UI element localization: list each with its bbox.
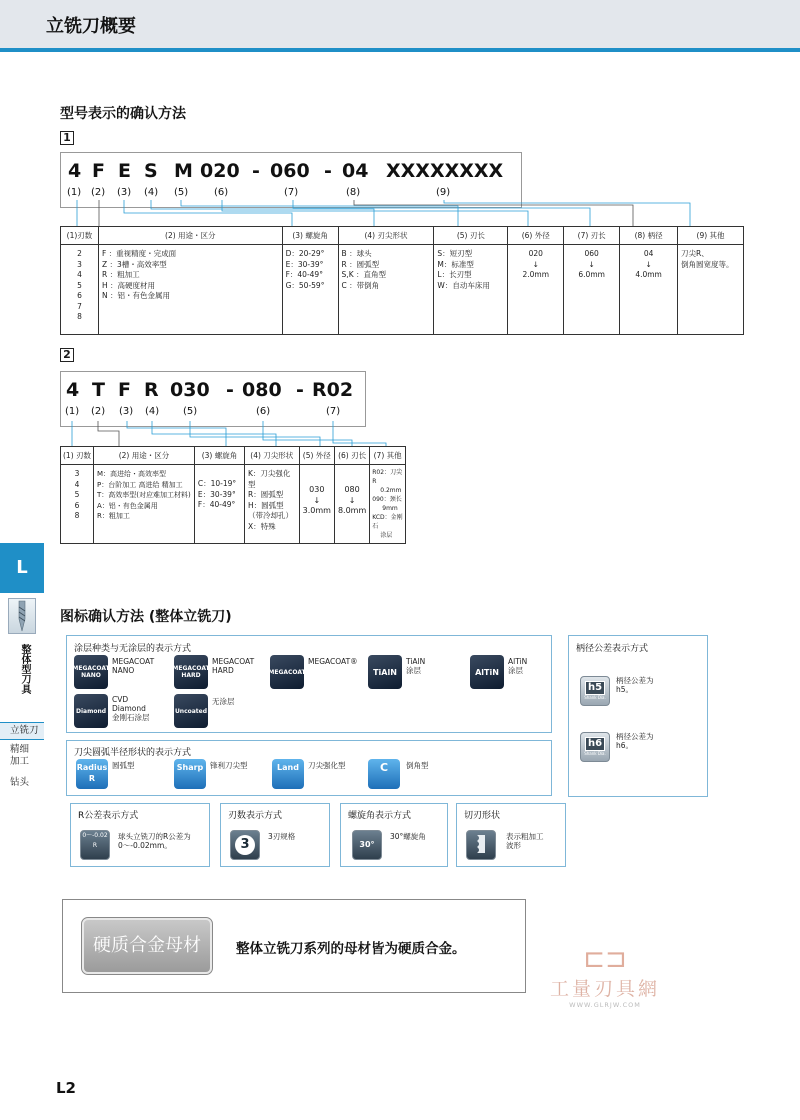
code-index: (1) xyxy=(65,406,80,417)
th: (6) 刃长 xyxy=(334,447,369,465)
side-nav-drill[interactable]: 钻头 xyxy=(10,777,30,788)
th: (1) 刃数 xyxy=(61,447,94,465)
cell-diameter: 030 ↓ 3.0mm xyxy=(299,465,334,544)
code-segment: 030 xyxy=(170,379,210,401)
code-segment: S xyxy=(144,160,158,182)
code-segment: 080 xyxy=(242,379,282,401)
code-index: (1) xyxy=(67,187,82,198)
section-number-2: 2 xyxy=(60,348,74,362)
edge-label: 刀尖强化型 xyxy=(308,761,346,770)
cell-cut-length: 080 ↓ 8.0mm xyxy=(334,465,369,544)
cell-flutes: 2 3 4 5 6 7 8 xyxy=(61,245,99,335)
helix-label: 30°螺旋角 xyxy=(390,832,426,841)
code-index: (7) xyxy=(284,187,299,198)
megacoat-icon: MEGACOAT xyxy=(270,655,304,689)
edge-label: 圆弧型 xyxy=(112,761,135,770)
side-nav-endmill[interactable]: 立铣刀 xyxy=(0,722,44,740)
section-title-model: 型号表示的确认方法 xyxy=(60,106,186,122)
th: (5) 刃长 xyxy=(434,227,508,245)
cell-helix: C：10-19° E：30-39° F：40-49° xyxy=(194,465,244,544)
cell-cut-length: 060 ↓ 6.0mm xyxy=(564,245,620,335)
coating-label: AlTiN 涂层 xyxy=(508,657,528,675)
cutting-edge-label: 表示粗加工 波形 xyxy=(506,832,544,850)
code-segment: - xyxy=(226,379,234,401)
coating-label: MEGACOAT NANO xyxy=(112,657,155,675)
code-index: (5) xyxy=(174,187,189,198)
cutting-edge-title: 切刃形状 xyxy=(464,811,501,821)
code-index: (3) xyxy=(119,406,134,417)
code-segment: 060 xyxy=(270,160,310,182)
cell-tip-shape: B ：球头 R ：圆弧型 S,K ：直角型 C ：带倒角 xyxy=(338,245,434,335)
radius-edge-icon: Radius R xyxy=(76,759,108,789)
code-index: (3) xyxy=(117,187,132,198)
th: (6) 外径 xyxy=(508,227,564,245)
code-segment: 04 xyxy=(342,160,369,182)
carbide-info-text: 整体立铣刀系列的母材皆为硬质合金。 xyxy=(236,941,466,957)
shank-h5-icon: h5 Shank Dia. xyxy=(580,676,610,706)
cell-other: R02：刀尖R 0.2mm 090：颈长 9mm KCD：金刚石 涂层 xyxy=(370,465,406,544)
section-title-icons: 图标确认方法 (整体立铣刀) xyxy=(60,609,232,625)
code-segment: XXXXXXXX xyxy=(386,160,504,182)
code-segment: - xyxy=(324,160,332,182)
code-index: (4) xyxy=(144,187,159,198)
watermark xyxy=(540,944,670,1009)
th: (2) 用途・区分 xyxy=(94,447,195,465)
tialn-icon: TiAlN xyxy=(368,655,402,689)
th: (4) 刃尖形状 xyxy=(338,227,434,245)
coating-label: MEGACOAT HARD xyxy=(212,657,255,675)
cell-length-type: S：短刃型 M：标准型 L：长刃型 W：自动车床用 xyxy=(434,245,508,335)
code-segment: - xyxy=(296,379,304,401)
shank-panel-title: 柄径公差表示方式 xyxy=(576,644,649,654)
code-index: (2) xyxy=(91,187,106,198)
code-index: (6) xyxy=(214,187,229,198)
connector-lines-2 xyxy=(0,0,800,460)
megacoat-nano-icon: MEGACOAT NANO xyxy=(74,655,108,689)
th: (7) 其他 xyxy=(370,447,406,465)
cell-diameter: 020 ↓ 2.0mm xyxy=(508,245,564,335)
code-index: (2) xyxy=(91,406,106,417)
code-segment: 4 xyxy=(68,160,82,182)
shank-panel xyxy=(568,635,708,797)
coating-label: 无涂层 xyxy=(212,697,235,706)
cell-shank: 04 ↓ 4.0mm xyxy=(620,245,678,335)
th: (9) 其他 xyxy=(678,227,744,245)
coating-panel-title: 涂层种类与无涂层的表示方式 xyxy=(74,644,192,654)
edge-label: 倒角型 xyxy=(406,761,429,770)
diamond-icon: Diamond xyxy=(74,694,108,728)
helix-title: 螺旋角表示方式 xyxy=(348,811,412,821)
page-number: L2 xyxy=(56,1079,76,1097)
code-segment: 020 xyxy=(200,160,240,182)
watermark-text: 工量刃具網 xyxy=(549,978,660,1000)
endmill-thumbnail-icon xyxy=(8,598,36,634)
th: (3) 螺旋角 xyxy=(282,227,338,245)
side-nav-fine[interactable]: 精细 加工 xyxy=(10,744,30,767)
code-index: (7) xyxy=(326,406,341,417)
megacoat-hard-icon: MEGACOAT HARD xyxy=(174,655,208,689)
coating-label: CVD Diamond 金刚石涂层 xyxy=(112,695,150,722)
shank-label: 柄径公差为 h6。 xyxy=(616,732,654,750)
code-segment: R02 xyxy=(312,379,354,401)
th: (8) 柄径 xyxy=(620,227,678,245)
r-tolerance-label: 球头立铣刀的R公差为 0～-0.02mm。 xyxy=(118,832,191,850)
code-segment: M xyxy=(174,160,193,182)
altin-icon: AlTiN xyxy=(470,655,504,689)
shank-h6-icon: h6 Shank Dia. xyxy=(580,732,610,762)
section-number-1: 1 xyxy=(60,131,74,145)
code-index: (6) xyxy=(256,406,271,417)
sharp-edge-icon: Sharp xyxy=(174,759,206,789)
th: (4) 刀尖形状 xyxy=(244,447,299,465)
watermark-url: WWW.GLRJW.COM xyxy=(569,1001,641,1009)
th: (3) 螺旋角 xyxy=(194,447,244,465)
th: (5) 外径 xyxy=(299,447,334,465)
flutes-label: 3刃规格 xyxy=(268,832,296,841)
carbide-substrate-badge: 硬质合金母材 xyxy=(82,918,212,974)
code-index: (4) xyxy=(145,406,160,417)
cell-usage: F ：重视精度・完成面 Z ：3槽・高效率型 R ：粗加工 H ：高硬度材用 N ：铝・有色金属用 xyxy=(98,245,282,335)
code-index: (9) xyxy=(436,187,451,198)
cell-other: 刀尖R、 倒角圆宽度等。 xyxy=(678,245,744,335)
cell-helix: D：20-29° E：30-39° F：40-49° G：50-59° xyxy=(282,245,338,335)
rough-wave-edge-icon xyxy=(466,830,496,860)
code-segment: 4 xyxy=(66,379,80,401)
th: (2) 用途・区分 xyxy=(98,227,282,245)
side-tab-l[interactable]: L xyxy=(0,543,44,593)
uncoated-icon: Uncoated xyxy=(174,694,208,728)
code-segment: T xyxy=(92,379,105,401)
page-title: 立铣刀概要 xyxy=(46,16,136,37)
land-edge-icon: Land xyxy=(272,759,304,789)
r-tolerance-title: R公差表示方式 xyxy=(78,811,139,821)
code-segment: - xyxy=(252,160,260,182)
flutes-title: 刃数表示方式 xyxy=(228,811,283,821)
cell-usage: M：高进给・高效率型 P：台阶加工 高进给 精加工 T：高效率型(对应难加工材料) A：铝・有色金属用 R：粗加工 xyxy=(94,465,195,544)
th: (7) 刃长 xyxy=(564,227,620,245)
code-segment: R xyxy=(144,379,159,401)
code-segment: E xyxy=(118,160,131,182)
code-index: (8) xyxy=(346,187,361,198)
code-segment: F xyxy=(118,379,131,401)
watermark-logo-icon: ⊏⊐ xyxy=(583,944,627,974)
side-category-vertical: 整体型刀具 xyxy=(19,644,30,694)
th: (1)刃数 xyxy=(61,227,99,245)
spec-table-2 xyxy=(60,446,406,544)
coating-label: MEGACOAT® xyxy=(308,657,358,666)
edge-panel-title: 刀尖圆弧半径形状的表示方式 xyxy=(74,748,192,758)
r-tolerance-icon: 0～-0.02 R xyxy=(80,830,110,860)
cell-flutes: 3 4 5 6 8 xyxy=(61,465,94,544)
edge-label: 锋利刀尖型 xyxy=(210,761,248,770)
flutes-icon: 3 xyxy=(230,830,260,860)
helix-angle-icon: 30° xyxy=(352,830,382,860)
shank-label: 柄径公差为 h5。 xyxy=(616,676,654,694)
coating-label: TiAlN 涂层 xyxy=(406,657,426,675)
code-index: (5) xyxy=(183,406,198,417)
chamfer-edge-icon: C xyxy=(368,759,400,789)
code-segment: F xyxy=(92,160,105,182)
cell-tip-shape: K：刀尖强化型 R：圆弧型 H：圆弧型 （带冷却孔） X：特殊 xyxy=(244,465,299,544)
